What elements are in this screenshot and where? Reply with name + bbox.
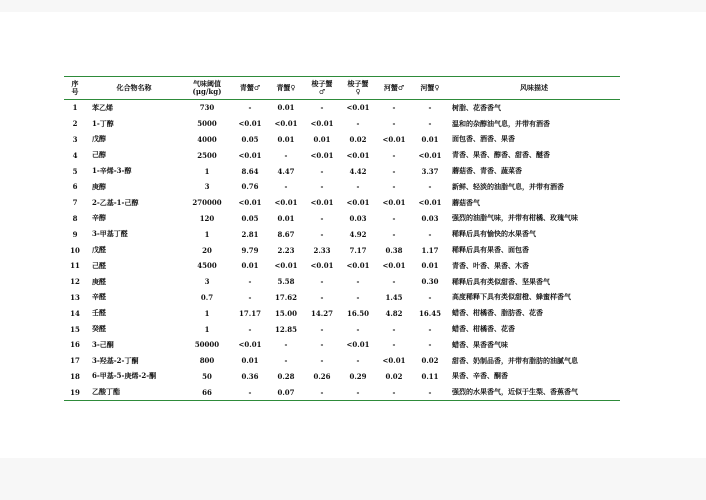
- table-row: [64, 258, 620, 274]
- odor-threshold: 1: [204, 229, 210, 239]
- value-qing-female: 0.01: [277, 134, 295, 144]
- compound-name: 6-甲基-5-庚烯-2-酮: [92, 371, 157, 381]
- value-qing-male: -: [248, 277, 252, 287]
- row-index: 3: [72, 134, 78, 144]
- value-he-female: -: [428, 340, 432, 350]
- value-suo-male: -: [320, 324, 324, 334]
- header-flavor-description: 风味描述: [520, 83, 548, 92]
- value-qing-female: 4.47: [277, 166, 295, 176]
- value-qing-female: 2.23: [277, 245, 295, 255]
- header-index: 序号: [71, 79, 79, 96]
- value-suo-male: 0.26: [313, 371, 331, 381]
- value-qing-female: -: [284, 356, 288, 366]
- row-index: 13: [70, 292, 80, 302]
- value-qing-male: 2.81: [241, 229, 259, 239]
- value-qing-female: 0.01: [277, 103, 295, 113]
- flavor-description: 蜡香、果香香气味: [452, 339, 508, 349]
- value-qing-female: -: [284, 182, 288, 192]
- value-suo-male: -: [320, 387, 324, 397]
- table-header-row: [64, 77, 620, 100]
- flavor-description: 稀释后具有类似甜香、坚果香气: [452, 276, 550, 286]
- value-suo-female: 0.02: [349, 134, 367, 144]
- header-suo-male: 梭子蟹♂: [311, 79, 333, 96]
- value-qing-female: <0.01: [274, 119, 298, 129]
- header-qing-female: 青蟹♀: [276, 83, 296, 92]
- row-index: 6: [72, 182, 78, 192]
- value-qing-male: <0.01: [238, 340, 262, 350]
- flavor-description: 蘑菇香气: [452, 197, 480, 207]
- value-qing-male: 17.17: [239, 308, 261, 318]
- table-row: [64, 337, 620, 353]
- compound-name: 壬醛: [92, 308, 106, 318]
- row-index: 19: [70, 387, 80, 397]
- value-qing-male: -: [248, 387, 252, 397]
- value-he-male: -: [392, 166, 396, 176]
- table-row: [64, 226, 620, 242]
- value-he-male: -: [392, 387, 396, 397]
- flavor-description: 面包香、酒香、果香: [452, 134, 515, 144]
- value-qing-male: -: [248, 103, 252, 113]
- flavor-description: 稀释后具有愉快的水果香气: [452, 229, 536, 239]
- value-qing-female: 5.58: [277, 277, 295, 287]
- odor-threshold: 50: [202, 371, 212, 381]
- table-row: [64, 195, 620, 211]
- table-body: [64, 100, 620, 401]
- value-suo-female: -: [356, 387, 360, 397]
- odor-threshold: 66: [202, 387, 212, 397]
- value-suo-female: 4.92: [349, 229, 367, 239]
- row-index: 5: [72, 166, 78, 176]
- value-qing-male: 0.05: [241, 213, 259, 223]
- odor-threshold: 1: [204, 308, 210, 318]
- value-he-male: -: [392, 119, 396, 129]
- compound-name: 己醇: [92, 150, 106, 160]
- value-he-female: 0.01: [421, 261, 439, 271]
- table-row: [64, 100, 620, 116]
- value-he-female: -: [428, 324, 432, 334]
- value-qing-male: 0.36: [241, 371, 259, 381]
- compound-name: 1-丁醇: [92, 118, 114, 128]
- flavor-description: 稀释后具有果香、面包香: [452, 245, 529, 255]
- flavor-description: 青香、果香、醇香、甜香、醚香: [452, 150, 550, 160]
- header-he-female: 河蟹♀: [420, 83, 440, 92]
- table-row: [64, 242, 620, 258]
- flavor-description: 蜡香、柑橘香、花香: [452, 324, 515, 334]
- table-row: [64, 305, 620, 321]
- row-index: 1: [72, 103, 78, 113]
- value-he-female: 16.45: [419, 308, 441, 318]
- value-he-female: -: [428, 103, 432, 113]
- value-qing-male: -: [248, 324, 252, 334]
- value-he-female: 0.01: [421, 134, 439, 144]
- value-suo-male: -: [320, 277, 324, 287]
- header-suo-female: 梭子蟹♀: [347, 79, 369, 96]
- value-suo-male: -: [320, 229, 324, 239]
- value-he-female: -: [428, 292, 432, 302]
- odor-threshold: 4000: [197, 134, 217, 144]
- odor-threshold: 50000: [194, 340, 220, 350]
- row-index: 7: [72, 198, 78, 208]
- table-row: [64, 132, 620, 148]
- value-suo-male: -: [320, 356, 324, 366]
- row-index: 16: [70, 340, 80, 350]
- value-qing-male: -: [248, 292, 252, 302]
- value-he-female: -: [428, 182, 432, 192]
- value-qing-male: 0.01: [241, 261, 259, 271]
- value-qing-male: 9.79: [241, 245, 259, 255]
- odor-threshold: 120: [199, 213, 215, 223]
- odor-threshold: 2500: [197, 150, 217, 160]
- value-suo-male: -: [320, 166, 324, 176]
- value-suo-female: <0.01: [346, 150, 370, 160]
- flavor-description: 高度稀释下具有类似甜橙、蜂蜜样香气: [452, 292, 571, 302]
- value-he-male: <0.01: [382, 198, 406, 208]
- row-index: 18: [70, 371, 80, 381]
- value-suo-female: 0.03: [349, 213, 367, 223]
- odor-threshold: 270000: [192, 198, 222, 208]
- value-suo-female: -: [356, 182, 360, 192]
- table-row: [64, 163, 620, 179]
- odor-threshold: 4500: [197, 261, 217, 271]
- flavor-description: 新鲜、轻淡的油脂气息，并带有酒香: [452, 181, 564, 191]
- value-suo-male: <0.01: [310, 198, 334, 208]
- table-row: [64, 179, 620, 195]
- table-row: [64, 290, 620, 306]
- odor-threshold: 0.7: [200, 292, 214, 302]
- value-suo-female: 7.17: [349, 245, 367, 255]
- value-suo-male: -: [320, 213, 324, 223]
- row-index: 12: [70, 277, 80, 287]
- value-he-male: <0.01: [382, 261, 406, 271]
- compound-name: 乙酸丁酯: [92, 387, 120, 397]
- row-index: 10: [70, 245, 80, 255]
- value-he-male: -: [392, 150, 396, 160]
- row-index: 4: [72, 150, 78, 160]
- value-he-male: -: [392, 103, 396, 113]
- value-he-male: <0.01: [382, 134, 406, 144]
- value-suo-male: <0.01: [310, 150, 334, 160]
- flavor-description: 强烈的油脂气味，并带有柑橘、玫瑰气味: [452, 213, 578, 223]
- value-suo-female: 16.50: [347, 308, 369, 318]
- flavor-description: 青香、叶香、果香、木香: [452, 260, 529, 270]
- value-he-male: -: [392, 277, 396, 287]
- value-he-female: 0.30: [421, 277, 439, 287]
- flavor-description: 温和的杂醇油气息，并带有酒香: [452, 118, 550, 128]
- value-qing-female: 0.07: [277, 387, 295, 397]
- header-he-male: 河蟹♂: [383, 83, 405, 92]
- value-he-male: -: [392, 213, 396, 223]
- value-he-female: <0.01: [418, 150, 442, 160]
- compound-name: 庚醇: [92, 181, 106, 191]
- compound-name: 辛醇: [92, 213, 106, 223]
- value-he-female: 0.02: [421, 356, 439, 366]
- odor-threshold: 730: [199, 103, 215, 113]
- value-suo-female: <0.01: [346, 261, 370, 271]
- value-suo-male: <0.01: [310, 261, 334, 271]
- value-qing-female: 17.62: [275, 292, 297, 302]
- row-index: 11: [70, 261, 80, 271]
- bottom-margin-band: [0, 458, 706, 500]
- header-compound-name: 化合物名称: [116, 83, 152, 92]
- odor-threshold: 1: [204, 324, 210, 334]
- flavor-description: 树脂、花香香气: [452, 102, 501, 112]
- value-suo-male: -: [320, 292, 324, 302]
- value-he-male: 0.02: [385, 371, 403, 381]
- row-index: 15: [70, 324, 80, 334]
- compound-name: 戊醇: [92, 134, 106, 144]
- table-row: [64, 274, 620, 290]
- value-qing-male: <0.01: [238, 198, 262, 208]
- value-he-female: <0.01: [418, 198, 442, 208]
- row-index: 17: [70, 356, 80, 366]
- compound-name: 辛醛: [92, 292, 106, 302]
- value-qing-male: 0.01: [241, 356, 259, 366]
- value-qing-female: -: [284, 150, 288, 160]
- table-row: [64, 369, 620, 385]
- value-suo-female: -: [356, 119, 360, 129]
- flavor-description: 蘑菇香、青香、蔬菜香: [452, 166, 522, 176]
- compound-name: 苯乙烯: [92, 102, 113, 112]
- value-suo-female: 4.42: [349, 166, 367, 176]
- compound-name: 庚醛: [92, 276, 106, 286]
- value-he-female: -: [428, 387, 432, 397]
- odor-threshold: 1: [204, 166, 210, 176]
- odor-threshold: 20: [202, 245, 212, 255]
- header-qing-male: 青蟹♂: [239, 83, 261, 92]
- compound-name: 戊醛: [92, 245, 106, 255]
- value-qing-male: 0.76: [241, 182, 259, 192]
- flavor-compound-table-wrap: [64, 76, 620, 401]
- value-he-male: 4.82: [385, 308, 403, 318]
- value-he-female: -: [428, 229, 432, 239]
- table-row: [64, 211, 620, 227]
- compound-name: 癸醛: [92, 324, 106, 334]
- compound-name: 2-乙基-1-己醇: [92, 197, 139, 207]
- value-he-male: -: [392, 229, 396, 239]
- flavor-description: 甜香、奶制品香，并带有脂肪的油腻气息: [452, 355, 578, 365]
- compound-name: 3-己酮: [92, 339, 114, 349]
- value-suo-female: <0.01: [346, 198, 370, 208]
- row-index: 8: [72, 213, 78, 223]
- value-qing-female: 8.67: [277, 229, 295, 239]
- value-qing-female: -: [284, 340, 288, 350]
- value-suo-female: 0.29: [349, 371, 367, 381]
- compound-name: 己醛: [92, 260, 106, 270]
- value-qing-male: 0.05: [241, 134, 259, 144]
- flavor-description: 蜡香、柑橘香、脂肪香、花香: [452, 308, 543, 318]
- table-row: [64, 116, 620, 132]
- header-odor-threshold: 气味阈值(μg/kg): [192, 79, 222, 96]
- value-qing-female: 0.28: [277, 371, 295, 381]
- value-he-male: <0.01: [382, 356, 406, 366]
- flavor-description: 强烈的水果香气，近似于生梨、香蕉香气: [452, 387, 578, 397]
- value-suo-female: -: [356, 277, 360, 287]
- value-suo-male: <0.01: [310, 119, 334, 129]
- value-suo-male: -: [320, 182, 324, 192]
- table-row: [64, 321, 620, 337]
- value-he-female: -: [428, 119, 432, 129]
- value-qing-female: 15.00: [275, 308, 297, 318]
- value-he-female: 0.03: [421, 213, 439, 223]
- table-row: [64, 384, 620, 400]
- value-he-female: 3.37: [421, 166, 439, 176]
- value-he-female: 1.17: [421, 245, 439, 255]
- odor-threshold: 3: [204, 277, 210, 287]
- row-index: 14: [70, 308, 80, 318]
- value-qing-female: <0.01: [274, 198, 298, 208]
- value-suo-male: 2.33: [313, 245, 331, 255]
- odor-threshold: 800: [199, 356, 215, 366]
- value-he-male: -: [392, 324, 396, 334]
- compound-name: 3-甲基丁醛: [92, 229, 128, 239]
- table-row: [64, 147, 620, 163]
- value-qing-male: <0.01: [238, 150, 262, 160]
- value-he-female: 0.11: [421, 371, 439, 381]
- value-suo-male: -: [320, 103, 324, 113]
- value-suo-female: -: [356, 292, 360, 302]
- value-he-male: -: [392, 340, 396, 350]
- value-qing-female: 12.85: [275, 324, 297, 334]
- odor-threshold: 3: [204, 182, 210, 192]
- value-qing-female: 0.01: [277, 213, 295, 223]
- value-suo-female: <0.01: [346, 340, 370, 350]
- odor-threshold: 5000: [197, 119, 217, 129]
- value-qing-male: 8.64: [241, 166, 259, 176]
- value-suo-female: -: [356, 324, 360, 334]
- value-qing-female: <0.01: [274, 261, 298, 271]
- flavor-compound-table: [64, 76, 620, 401]
- value-suo-female: <0.01: [346, 103, 370, 113]
- row-index: 9: [72, 229, 78, 239]
- compound-name: 1-辛烯-3-醇: [92, 166, 132, 176]
- value-suo-male: 14.27: [311, 308, 333, 318]
- value-suo-male: 0.01: [313, 134, 331, 144]
- value-he-male: -: [392, 182, 396, 192]
- value-he-male: 0.38: [385, 245, 403, 255]
- row-index: 2: [72, 119, 78, 129]
- value-suo-male: -: [320, 340, 324, 350]
- value-he-male: 1.45: [385, 292, 403, 302]
- compound-name: 3-羟基-2-丁酮: [92, 355, 139, 365]
- table-row: [64, 353, 620, 369]
- flavor-description: 果香、辛香、酮香: [452, 371, 508, 381]
- value-suo-female: -: [356, 356, 360, 366]
- top-margin-band: [0, 0, 706, 12]
- value-qing-male: <0.01: [238, 119, 262, 129]
